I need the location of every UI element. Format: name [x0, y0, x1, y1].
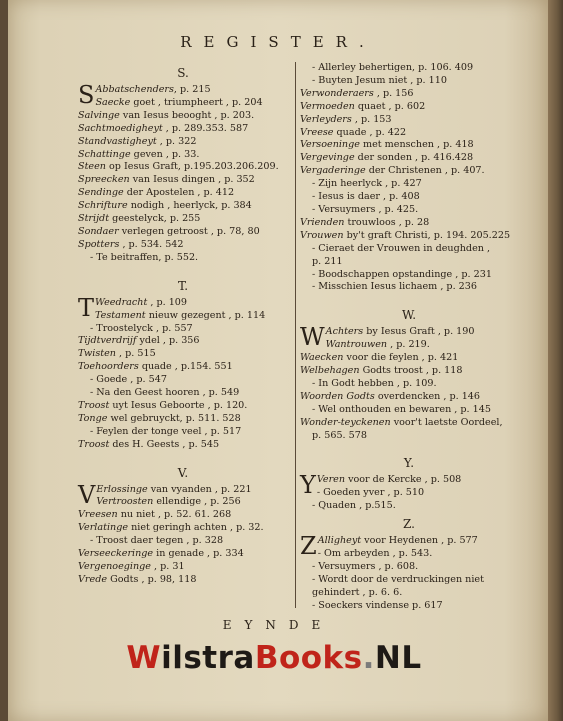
entry-ref: van vyanden , p. 221: [147, 483, 252, 495]
entry-ref: , p. 31: [150, 561, 185, 572]
index-entry: [300, 391, 518, 404]
index-entry: [78, 149, 288, 162]
entries-z: [300, 532, 518, 612]
index-entry: [78, 574, 288, 587]
index-entry: - Feylen der tonge veel , p. 517: [90, 425, 242, 437]
entry-term: Steen: [78, 161, 106, 173]
column-divider: [295, 62, 296, 608]
index-entry: [78, 239, 288, 252]
index-entry: gehindert , p. 6. 6.: [312, 586, 403, 598]
entry-ref: by't graft Christi, p. 194. 205.225: [343, 229, 511, 241]
entry-ref: goet , triumpheert , p. 204: [130, 96, 263, 108]
entry-term: Troost: [78, 399, 110, 411]
index-entry: p. 211: [312, 255, 343, 267]
entry-ref: voor die feylen , p. 421: [343, 352, 459, 364]
index-entry: [78, 561, 288, 574]
entry-term: Vergevinge: [300, 152, 355, 164]
entry-ref: met menschen , p. 418: [359, 139, 474, 151]
index-entry: p. 565. 578: [312, 429, 367, 441]
index-entry: [78, 400, 288, 413]
index-entry: [78, 110, 288, 123]
index-entry: [78, 348, 288, 361]
index-entry: [300, 152, 518, 165]
index-entry: [78, 97, 288, 110]
entry-ref: ellendige , p. 256: [153, 496, 241, 508]
entry-ref: der Apostelen , p. 412: [123, 187, 235, 199]
index-entry: [78, 310, 288, 323]
index-entry: - Wordt door de verdruckingen niet: [312, 573, 484, 585]
entry-term: Schrifture: [78, 200, 128, 212]
index-entry: [300, 101, 518, 114]
section-letter-y: Y.: [403, 456, 415, 471]
entry-ref: geestelyck, p. 255: [109, 213, 201, 225]
entry-ref: uyt Iesus Geboorte , p. 120.: [109, 399, 248, 411]
drop-cap: T: [78, 293, 95, 322]
entry-term: Saecke: [95, 96, 131, 108]
entry-term: Vreesen: [78, 509, 118, 521]
entry-term: Twisten: [78, 348, 116, 360]
entry-ref: nodigh , heerlyck, p. 384: [127, 200, 252, 212]
entry-ref: voor de Kercke , p. 508: [345, 474, 462, 486]
entry-term: Vergaderinge: [300, 165, 366, 177]
index-entry: - Te beitraffen, p. 552.: [90, 251, 199, 263]
drop-cap: W: [300, 323, 325, 352]
entry-ref: , p. 515: [115, 348, 156, 360]
entry-term: Verseeckeringe: [78, 548, 154, 560]
index-entry: - Allerley behertigen, p. 106. 409: [312, 62, 474, 73]
entry-term: Versoeninge: [300, 139, 360, 151]
page-footer: EYNDE: [222, 618, 334, 632]
entry-ref: by Iesus Graft , p. 190: [363, 326, 475, 338]
entry-term: Erlossinge: [96, 483, 148, 495]
entry-ref: voor't laetste Oordeel,: [390, 416, 503, 428]
entry-ref: der sonden , p. 416.428: [354, 152, 474, 164]
index-entry: [78, 413, 288, 426]
entries-t: [78, 293, 288, 452]
entries-v-continued: [300, 62, 518, 294]
index-entry: - In Godt hebben , p. 109.: [312, 377, 437, 389]
entry-term: Salvinge: [78, 109, 120, 121]
index-entry: [300, 339, 518, 352]
index-entry: [78, 200, 288, 213]
entry-ref: des H. Geests , p. 545: [109, 438, 220, 450]
index-entry: [300, 114, 518, 127]
entry-ref: in genade , p. 334: [153, 548, 244, 560]
entry-ref: , p. 153: [351, 113, 392, 125]
index-entry: [78, 496, 288, 509]
index-entry: - Soeckers vindense p. 617: [312, 599, 443, 611]
index-entry: [78, 439, 288, 452]
entry-term: Weedracht: [95, 296, 148, 308]
entry-ref: Godts troost , p. 118: [359, 365, 463, 377]
entry-term: Vrouwen: [300, 229, 344, 241]
index-entry: - Troost daer tegen , p. 328: [90, 535, 224, 547]
section-letter-v: V.: [177, 465, 189, 480]
index-entry: [78, 123, 288, 136]
entry-term: Abbatschenders: [95, 84, 174, 95]
entry-term: Vermoeden: [300, 100, 355, 112]
index-entry: [78, 213, 288, 226]
index-entry: - Iesus is daer , p. 408: [312, 191, 420, 203]
index-entry: [78, 509, 288, 522]
section-letter-w: W.: [401, 308, 417, 323]
entry-term: Wantrouwen: [325, 339, 388, 351]
entry-ref: verlegen getroost , p. 78, 80: [118, 225, 260, 237]
entry-term: Verwonderaers: [300, 87, 374, 99]
index-entry: - Quaden , p.515.: [312, 500, 396, 512]
book-page: [8, 0, 548, 721]
index-entry: [78, 361, 288, 374]
index-entry: - Zijn heerlyck , p. 427: [312, 178, 422, 190]
entry-ref: nu niet , p. 52. 61. 268: [117, 509, 232, 521]
entry-ref: op Iesus Graft, p.195.203.206.209.: [105, 161, 279, 173]
entry-ref: geven , p. 33.: [130, 148, 200, 160]
entry-ref: , p. 289.353. 587: [162, 122, 249, 134]
entry-term: Tonge: [78, 412, 108, 424]
entries-y: [300, 471, 518, 513]
entry-ref: van Iesus beooght , p. 203.: [119, 109, 255, 121]
index-entry: [300, 139, 518, 152]
entry-term: Schattinge: [78, 148, 131, 160]
index-entry: - Troostelyck , p. 557: [90, 322, 193, 334]
index-entry: - Misschien Iesus lichaem , p. 236: [312, 281, 477, 293]
entry-term: Toehoorders: [78, 361, 139, 373]
entry-ref: ydel , p. 356: [136, 335, 200, 347]
entry-term: Testament: [95, 309, 146, 321]
entry-term: Tijdtverdrijf: [78, 335, 137, 347]
page-header: REGISTER.: [180, 33, 376, 51]
left-column: [78, 62, 288, 587]
entry-term: Standvastigheyt: [78, 135, 157, 147]
entry-term: Troost: [78, 438, 110, 450]
entry-term: Wonder-teyckenen: [300, 416, 391, 428]
section-letter-s: S.: [177, 66, 189, 80]
index-entry: - Na den Geest hooren , p. 549: [90, 387, 240, 399]
entry-ref: niet geringh achten , p. 32.: [128, 522, 264, 534]
entry-ref: , p. 109: [147, 296, 188, 308]
entries-w: [300, 323, 518, 442]
index-entry: - Goeden yver , p. 510: [316, 487, 425, 499]
index-entry: [78, 187, 288, 200]
entry-term: Spreecken: [78, 174, 130, 186]
entry-term: Sendinge: [78, 187, 124, 199]
entry-ref: Godts , p. 98, 118: [107, 573, 197, 585]
index-entry: [300, 352, 518, 365]
entry-term: Verleyders: [300, 113, 352, 125]
entry-term: Vergenoeginge: [78, 561, 151, 572]
drop-cap: S: [78, 81, 95, 109]
index-entry: [78, 335, 288, 348]
entry-term: Waecken: [300, 352, 344, 364]
entry-term: Strijdt: [78, 213, 110, 225]
index-entry: [78, 226, 288, 239]
index-entry: - Cieraet der Vrouwen in deughden ,: [312, 242, 491, 254]
index-entry: [78, 174, 288, 187]
entry-ref: quaet , p. 602: [354, 100, 426, 112]
index-entry: [300, 88, 518, 101]
index-entry: [300, 365, 518, 378]
index-entry: [78, 136, 288, 149]
index-entry: - Buyten Jesum niet , p. 110: [312, 74, 447, 86]
entry-term: Spotters: [78, 238, 120, 250]
watermark-logo: WilstraBooks.NL: [126, 640, 422, 676]
section-letter-t: T.: [177, 278, 189, 293]
entry-term: Sondaer: [78, 225, 119, 237]
entry-term: Vreese: [300, 126, 334, 138]
entry-ref: , p. 322: [156, 135, 197, 147]
index-entry: - Wel onthouden en bewaren , p. 145: [312, 403, 491, 415]
entry-ref: van Iesus dingen , p. 352: [129, 174, 255, 186]
entry-ref: quade , p. 422: [333, 126, 407, 138]
index-entry: - Om arbeyden , p. 543.: [317, 548, 433, 560]
entry-term: Veren: [316, 474, 346, 486]
entry-term: Achters: [325, 326, 364, 338]
entry-ref: , p. 534. 542: [119, 238, 184, 250]
index-entry: [300, 230, 518, 243]
index-entry: [300, 165, 518, 178]
entry-ref: voor Heydenen , p. 577: [361, 535, 478, 547]
drop-cap: Y: [300, 471, 316, 500]
index-entry: - Versuymers , p. 425.: [312, 203, 419, 215]
entry-term: Vertroosten: [96, 496, 154, 508]
entry-ref: quade , p.154. 551: [138, 361, 233, 373]
section-letter-z: Z.: [403, 517, 415, 532]
entry-term: Vrienden: [300, 216, 345, 228]
entry-ref: trouwloos , p. 28: [344, 216, 430, 228]
entries-s: [78, 81, 288, 265]
index-entry: [300, 127, 518, 140]
index-entry: [78, 161, 288, 174]
entry-term: Verlatinge: [78, 522, 129, 534]
index-entry: [300, 217, 518, 230]
entry-ref: nieuw gezegent , p. 114: [145, 309, 266, 321]
drop-cap: V: [78, 480, 96, 509]
entry-term: Woorden Godts: [300, 390, 375, 402]
right-column: [300, 62, 518, 613]
entry-ref: wel gebruyckt, p. 511. 528: [107, 412, 241, 424]
entry-ref: der Christenen , p. 407.: [365, 165, 485, 177]
entry-ref: , p. 215: [173, 84, 211, 95]
drop-cap: Z: [300, 532, 317, 561]
entries-v: [78, 480, 288, 587]
entry-ref: , p. 219.: [387, 339, 430, 351]
entry-term: Vrede: [78, 573, 108, 585]
entry-ref: overdencken , p. 146: [374, 390, 481, 402]
book-edge: [548, 0, 563, 721]
index-entry: - Goede , p. 547: [90, 374, 167, 386]
entry-ref: , p. 156: [373, 87, 414, 99]
entry-term: Sachtmoedigheyt: [78, 122, 163, 134]
index-entry: [300, 417, 518, 430]
entry-term: Alligheyt: [317, 535, 362, 547]
index-entry: [78, 548, 288, 561]
index-entry: - Boodschappen opstandinge , p. 231: [312, 268, 492, 280]
entry-term: Welbehagen: [300, 365, 360, 377]
index-entry: [78, 522, 288, 535]
index-entry: - Versuymers , p. 608.: [312, 561, 419, 572]
